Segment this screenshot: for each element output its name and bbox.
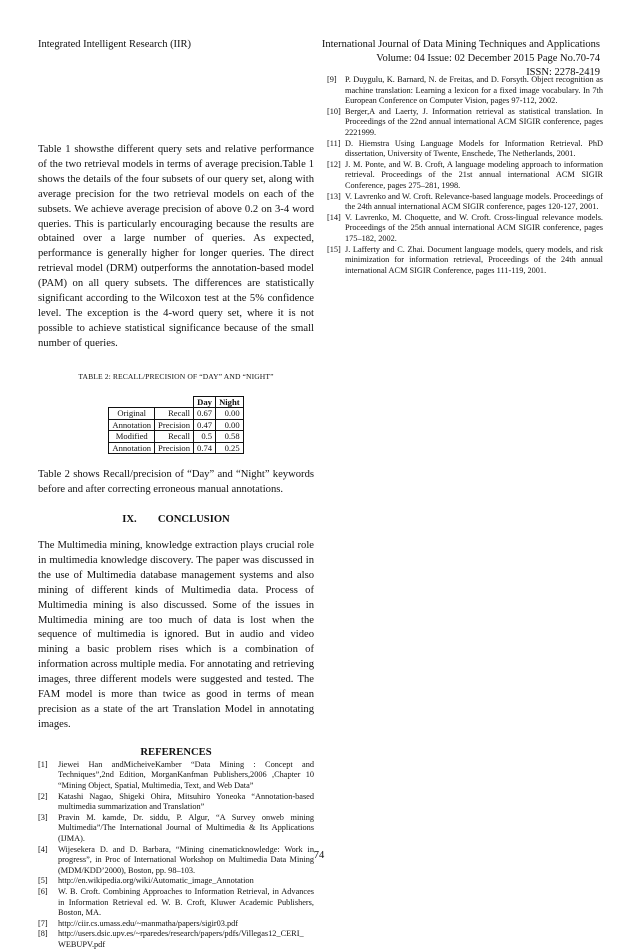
table-header-row: [109, 396, 243, 408]
reference-item: [12] J. M. Ponte, and W. B. Croft, A language modeling approach to information retrieval. Proceedings of the 21st annual international ACM SIGIR Conference, pages 275–281, 1998.: [327, 159, 603, 190]
page-number: 74: [313, 850, 325, 861]
table-group-label: Modified: [109, 431, 155, 443]
reference-item: [11] D. Hiemstra Using Language Models for Information Retrieval. PhD dissertation, University of Twente, Enschede, The Netherlands, 2001.: [327, 138, 603, 159]
table-metric: Recall: [155, 431, 194, 443]
reference-item: [6] W. B. Croft. Combining Approaches to Information Retrieval, in Advances in Information Retrieval ed. W. B. Croft, Kluwer Academic Publishers, Boston, MA.: [38, 886, 314, 918]
table-metric: Recall: [155, 408, 194, 420]
table-value-day: 0.5: [194, 431, 216, 443]
table2-caption: TABLE 2: RECALL/PRECISION OF “DAY” AND “NIGHT”: [78, 371, 274, 381]
table-value-night: 0.58: [216, 431, 244, 443]
reference-item: [14] V. Lavrenko, M. Choquette, and W. Croft. Cross-lingual relevance models. Proceedings of the 25th annual international ACM SIGIR conference, pages 175–182, 2002.: [327, 212, 603, 243]
paragraph-table2-discussion: Table 2 shows Recall/precision of “Day” and “Night” keywords before and after correcting erroneous manual annotations.: [38, 469, 314, 496]
table-row: [109, 442, 243, 454]
journal-header-right: [280, 38, 600, 80]
journal-title: International Journal of Data Mining Techniques and Applications: [321, 39, 600, 50]
table-group-label: Annotation: [109, 442, 155, 454]
table-col-night: Night: [216, 396, 244, 408]
table-value-night: 0.00: [216, 408, 244, 420]
reference-item: [8] http://users.dsic.upv.es/~rparedes/research/papers/pdfs/Villegas12_CERI_ WEBUPV.pdf: [38, 929, 304, 949]
journal-volume-issue: Volume: 04 Issue: 02 December 2015 Page No.70-74: [376, 53, 600, 64]
table-group-label: Original: [109, 408, 155, 420]
reference-item: [7] http://ciir.cs.umass.edu/~manmatha/papers/sigir03.pdf: [38, 918, 239, 928]
reference-item: [2] Katashi Nagao, Shigeki Ohira, Mitsuhiro Yoneoka “Annotation-based multimedia summarization and Translation”: [38, 791, 314, 812]
reference-item: [3] Pravin M. kamde, Dr. siddu, P. Algur, “A Survey onweb mining Multimedia”/The International Journal of Multimedia & Its Applications (IJMA).: [38, 812, 314, 843]
table-row: [109, 408, 243, 420]
reference-item: [5] http://en.wikipedia.org/wiki/Automatic_image_Annotation: [38, 876, 254, 886]
journal-header-left: Integrated Intelligent Research (IIR): [38, 39, 192, 50]
right-column: [327, 75, 603, 276]
left-column: [38, 143, 314, 950]
reference-item: [4] Wijesekera D. and D. Barbara, “Mining cinematicknowledge: Work in progress”, in Proc of International Workshop on Multimedia Data Mining (MDM/KDD’2000), Boston, pp. 98–103.: [38, 844, 314, 875]
reference-item: [1] Jiewei Han andMicheiveKamber “Data Mining : Concept and Techniques”,2nd Edition, MorganKanfman Publishers,2006 ,Chapter 10 “Mining Object, Spatial, Multimedia, Text, and Web Data”: [38, 759, 314, 790]
table-empty-corner: [109, 396, 194, 408]
table-row: [109, 419, 243, 431]
table-metric: Precision: [155, 442, 194, 454]
references-heading: REFERENCES: [140, 746, 212, 758]
table-col-day: Day: [194, 396, 216, 408]
table-value-night: 0.25: [216, 442, 244, 454]
journal-issn: ISSN: 2278-2419: [526, 67, 600, 78]
table-row: [109, 431, 243, 443]
reference-item: [10] Berger,A and Laerty, J. Information retrieval as statistical translation. In Proceedings of the 22nd annual international ACM SIGIR conference, pages 2221999.: [327, 106, 603, 137]
table-metric: Precision: [155, 419, 194, 431]
reference-item: [9] P. Duygulu, K. Barnard, N. de Freitas, and D. Forsyth. Object recognition as machine translation: Learning a lexicon for a fixed image vocabulary. In 7th European Conference on Computer Vision, pages 97-112, 2002.: [327, 75, 603, 106]
paragraph-conclusion: The Multimedia mining, knowledge extraction plays crucial role in multimedia knowledge discovery. The paper was discussed in the use of Multimedia database management systems and also mining of different kinds of Multimedia data. Process of Multimedia mining is also discussed. Some of the issues in Multimedia mining are too much of data is lost when the sequence of multimedia is ignored. But in audio and video mining a basic problem rises which is a combination of information across multiple media. For annotating and retrieving images, three different models were suggested and tested. The FAM model is more than twice as good in terms of mean precision as a state of the art Translation Model in annotating images.: [38, 540, 314, 730]
table-value-day: 0.47: [194, 419, 216, 431]
table-value-night: 0.00: [216, 419, 244, 431]
table-value-day: 0.67: [194, 408, 216, 420]
paragraph-table1-discussion: Table 1 showsthe different query sets and relative performance of the two retrieval models in terms of average precision.Table 1 shows the details of the four subsets of our query set, along with average precision for the two retrieval models on each of the subsets. We achieve average precision of above 0.2 on 3-4 word queries. This is particularly encouraging because the results are obtained over a large number of queries. As expected, performance is generally higher for longer queries. The direct retrieval model (DRM) outperforms the annotation-based model (PAM) on all query subsets. The differences are statistically significant according to the Wilcoxon test at the 5% confidence level. The exception is the 4-word query set, where it is not possible to achieve statistical significance because of the small number of queries.: [38, 144, 314, 349]
table-group-label: Annotation: [109, 419, 155, 431]
conclusion-heading: IX. CONCLUSION: [122, 514, 230, 525]
table-value-day: 0.74: [194, 442, 216, 454]
reference-list-right: [327, 75, 603, 276]
reference-item: [13] V. Lavrenko and W. Croft. Relevance-based language models. Proceedings of the 24th annual international ACM SIGIR conference, pages 120-127, 2001.: [327, 191, 603, 212]
recall-precision-table: [108, 396, 243, 455]
reference-item: [15] J. Lafferty and C. Zhai. Document language models, query models, and risk minimization for information retrieval, Proceedings of the 24th annual international ACM SIGIR Conference, pages 111-119, 2001.: [327, 244, 603, 275]
